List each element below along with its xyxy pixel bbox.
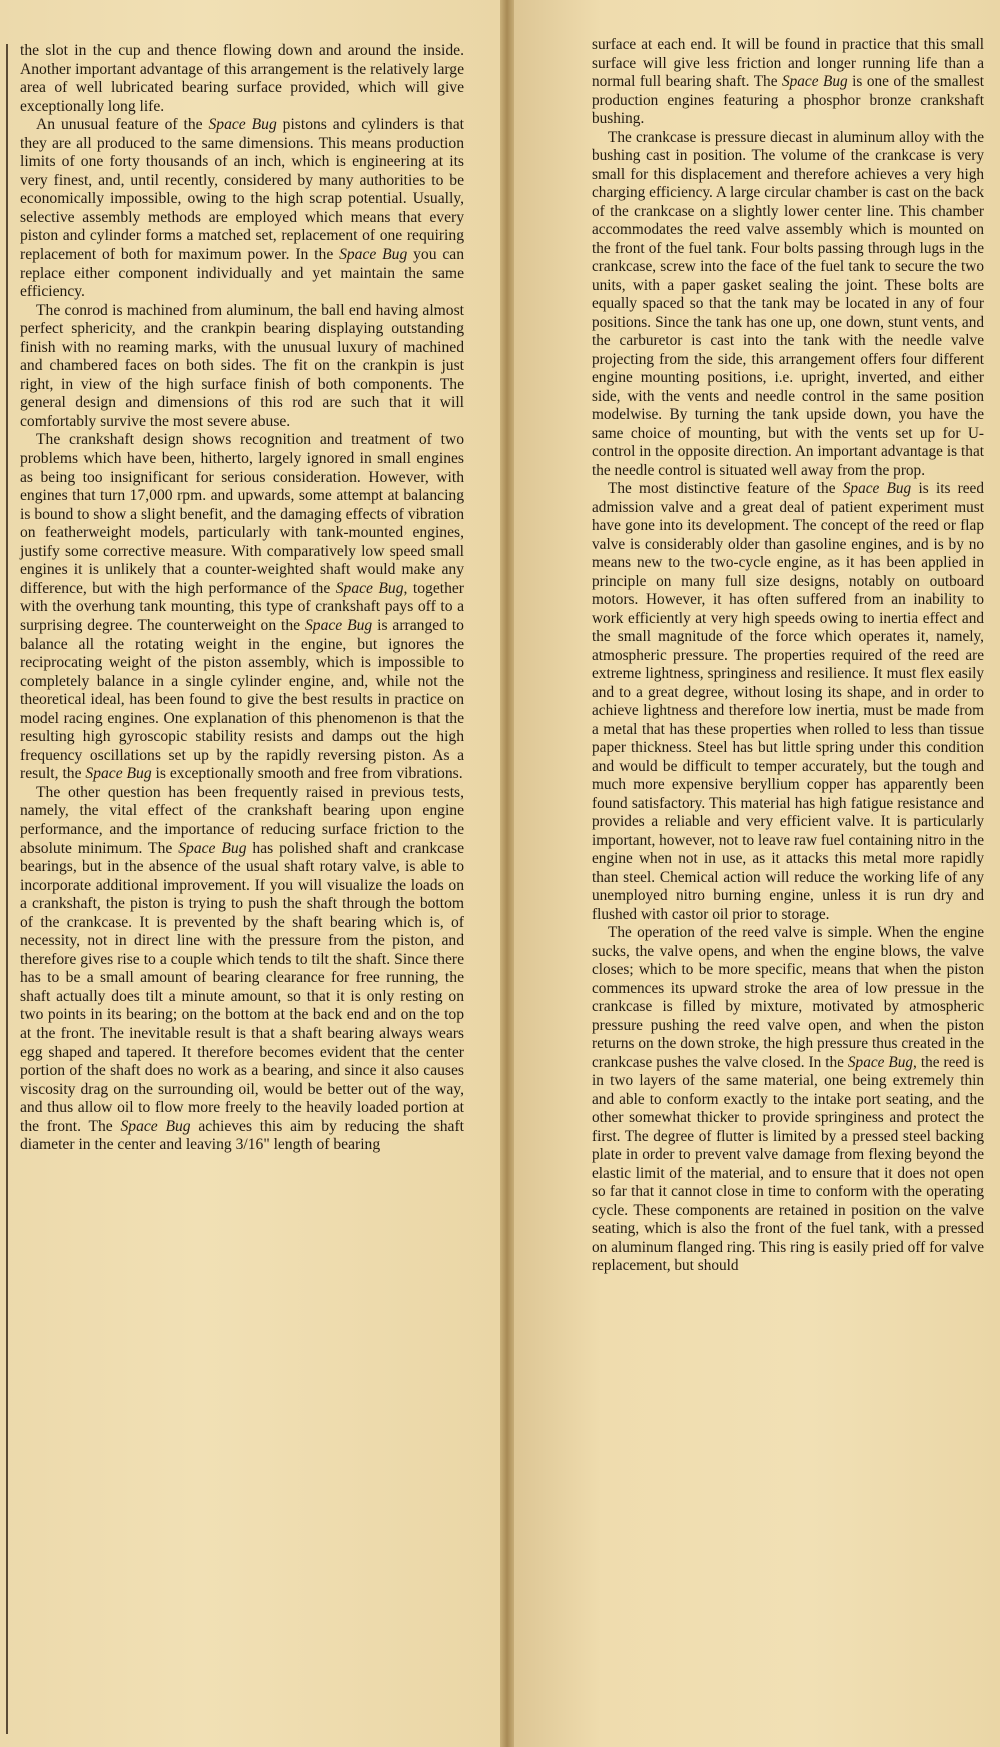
paragraph: the slot in the cup and thence flowing down and around the inside. Another important advantage of this arrangement is the relatively large area of well lubricated bearing surface provided, which will give exceptionally long life. (20, 42, 464, 115)
paragraph: The conrod is machined from aluminum, the ball end having almost perfect sphericity, and the crankpin bearing displaying outstanding finish with no reaming marks, with the unusual luxury of machined and chambered faces on both sides. The fit on the crankpin is just right, in view of the high surface finish of both components. The general design and dimensions of this rod are such that it will comfortably survive the most severe abuse. (20, 301, 464, 430)
page-gutter (500, 0, 514, 1747)
column-rule (6, 44, 8, 1734)
paragraph: The most distinctive feature of the Space Bug is its reed admission valve and a great deal of patient experiment must have gone into its development. The concept of the reed or flap valve is considerably older than gasoline engines, and is by no means new to the two-cycle engine, as it has been applied in principle on many full size designs, notably on outboard motors. However, it has often suffered from an inability to work efficiently at very high speeds owing to inertia effect and the small magnitude of the force which operates it, namely, atmospheric pressure. The properties required of the reed are extreme lightness, springiness and resilience. It must flex easily and to a great degree, without losing its shape, and in order to achieve lightness and therefore low inertia, must be made from a metal that has these properties when rolled to less than tissue paper thickness. Steel has but little spring under this condition and would be difficult to temper accurately, but the tough and much more expensive beryllium copper has apparently been found satisfactory. This material has high fatigue resistance and provides a reliable and very efficient valve. It is particularly important, however, not to leave raw fuel containing nitro in the engine when not in use, as it attacks this metal more rapidly than steel. Chemical action will reduce the working life of any unemployed nitro burning engine, unless it is run dry and flushed with castor oil prior to storage. (592, 480, 984, 923)
paragraph: The operation of the reed valve is simple. When the engine sucks, the valve opens, and when the engine blows, the valve closes; which to be more specific, means that when the piston commences its upward stroke the area of low pressue in the crankcase is filled by mixture, motivated by atmospheric pressure pushing the reed valve open, and when the piston returns on the down stroke, the high pressure thus created in the crankcase pushes the valve closed. In the Space Bug, the reed is in two layers of the same material, one being extremely thin and able to conform exactly to the intake port seating, and the other somewhat thicker to provide springiness and protect the first. The degree of flutter is limited by a pressed steel backing plate in order to prevent valve damage from flexing beyond the elastic limit of the material, and to ensure that it does not open so far that it cannot close in time to conform with the operating cycle. These components are retained in position on the valve seating, which is also the front of the fuel tank, with a pressed on aluminum flanged ring. This ring is easily pried off for valve replacement, but should (592, 924, 984, 1274)
left-column (20, 42, 464, 1155)
paragraph: An unusual feature of the Space Bug pistons and cylinders is that they are all produced to the same dimensions. This means production limits of one forty thousands of an inch, which is engineering at its very finest, and, until recently, considered by many authorities to be economically impossible, owing to the high scrap potential. Usually, selective assembly methods are employed which means that every piston and cylinder forms a matched set, replacement of one requiring replacement of both for maximum power. In the Space Bug you can replace either component individually and yet maintain the same efficiency. (20, 116, 464, 301)
paragraph: The crankcase is pressure diecast in aluminum alloy with the bushing cast in position. The volume of the crankcase is very small for this displacement and therefore achieves a very high charging efficiency. A large circular chamber is cast on the back of the crankcase on a slightly lower center line. This chamber accommodates the reed valve assembly which is mounted on the front of the fuel tank. Four bolts passing through lugs in the crankcase, screw into the face of the fuel tank to secure the two units, with a paper gasket sealing the joint. These bolts are equally spaced so that the tank may be located in any of four positions. Since the tank has one up, one down, stunt vents, and the carburetor is cast into the tank with the needle valve projecting from the side, this arrangement offers four different engine mounting positions, i.e. upright, inverted, and either side, with the vents and needle control in the same position modelwise. By turning the tank upside down, you have the same choice of mounting, but with the vents set up for U-control in the opposite direction. An important advantage is that the needle control is situated well away from the prop. (592, 128, 984, 479)
paragraph: The other question has been frequently raised in previous tests, namely, the vital effect of the crankshaft bearing upon engine performance, and the importance of reducing surface friction to the absolute minimum. The Space Bug has polished shaft and crankcase bearings, but in the absence of the usual shaft rotary valve, is able to incorporate additional improvement. If you will visualize the loads on a crankshaft, the piston is trying to push the shaft through the bottom of the crankcase. It is prevented by the shaft bearing which is, of necessity, not in direct line with the pressure from the piston, and therefore gives rise to a couple which tends to tilt the shaft. Since there has to be a small amount of bearing clearance for free running, the shaft actually does tilt a minute amount, so that it is only resting on two points in its bearing; on the bottom at the back end and on the top at the front. The inevitable result is that a shaft bearing always wears egg shaped and tapered. It therefore becomes evident that the center portion of the shaft does no work as a bearing, and since it also causes viscosity drag on the surrounding oil, would be better out of the way, and thus allow oil to flow more freely to the heavily loaded portion at the front. The Space Bug achieves this aim by reducing the shaft diameter in the center and leaving 3/16" length of bearing (20, 783, 464, 1154)
paragraph: The crankshaft design shows recognition and treatment of two problems which have been, hitherto, largely ignored in small engines as being too insignificant for serious consideration. However, with engines that turn 17,000 rpm. and upwards, some attempt at balancing is bound to show a slight benefit, and the damaging effects of vibration on featherweight models, particularly with tank-mounted engines, justify some corrective measure. With comparatively low speed small engines it is unlikely that a counter-weighted shaft would make any difference, but with the high performance of the Space Bug, together with the overhung tank mounting, this type of crankshaft pays off to a surprising degree. The counterweight on the Space Bug is arranged to balance all the rotating weight in the engine, but ignores the reciprocating weight of the piston assembly, which is impossible to completely balance in a single cylinder engine, and, while not the theoretical ideal, has been found to give the best results in practice on model racing engines. One explanation of this phenomenon is that the resulting high gyroscopic stability resists and damps out the high frequency oscillations set up by the rapidly reversing piston. As a result, the Space Bug is exceptionally smooth and free from vibrations. (20, 431, 464, 783)
right-page (514, 0, 1000, 1747)
paragraph: surface at each end. It will be found in practice that this small surface will give less friction and longer running life than a normal full bearing shaft. The Space Bug is one of the smallest production engines featuring a phosphor bronze crankshaft bushing. (592, 36, 984, 127)
right-column (592, 36, 984, 1276)
